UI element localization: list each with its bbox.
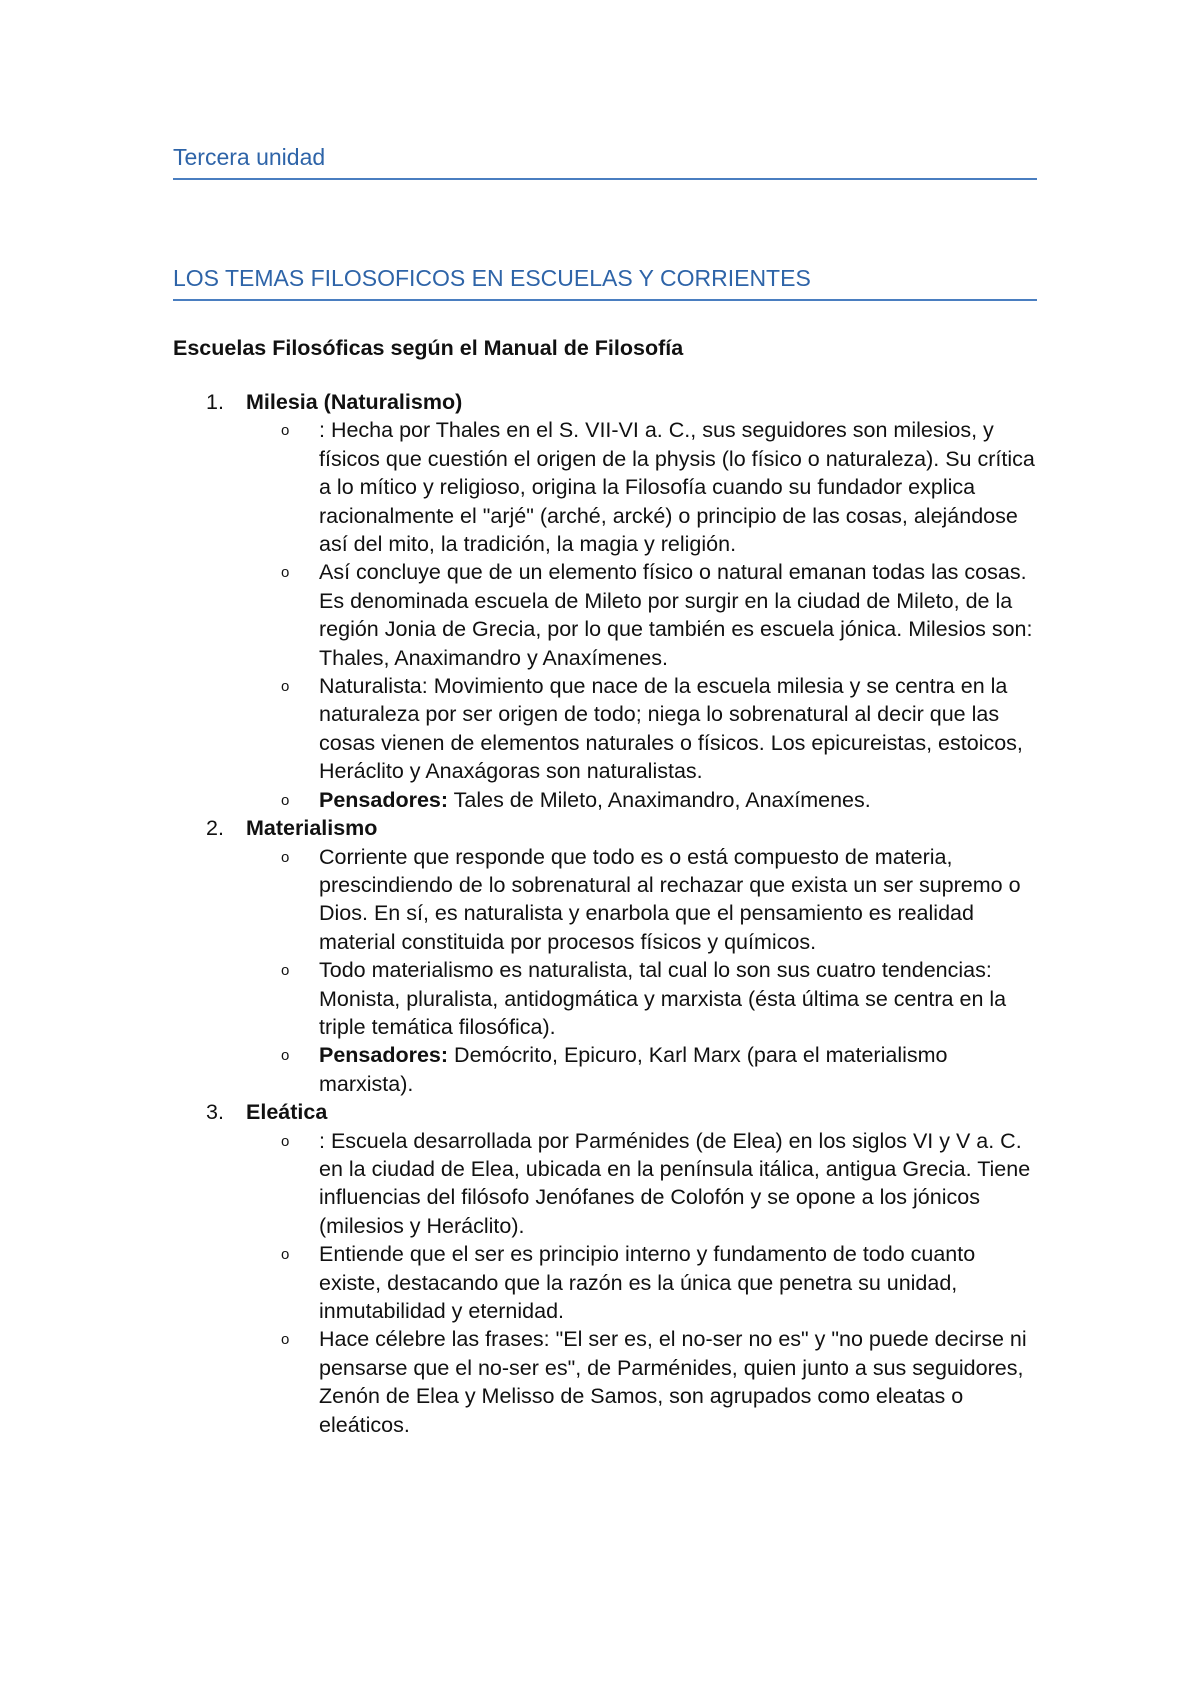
point-text: Así concluye que de un elemento físico o natural emanan todas las cosas. Es denominada escuela de Mileto por surgir en la ciudad de Mileto, de la región Jonia de Grecia, por lo que también es escuela jónica. Milesios son: Thales, Anaximandro y Anaxímenes. <box>319 560 1033 670</box>
circle-bullet-icon: o <box>281 1047 290 1065</box>
unit-heading: Tercera unidad <box>173 144 1037 180</box>
list-item <box>173 1325 1037 1439</box>
school-number: 1. <box>206 390 224 414</box>
school-points <box>173 1127 1037 1439</box>
list-item-thinkers <box>173 786 1037 814</box>
circle-bullet-icon: o <box>281 1132 290 1150</box>
list-item <box>173 558 1037 672</box>
thinkers-label: Pensadores: <box>319 787 449 812</box>
thinkers-label: Pensadores: <box>319 1043 449 1068</box>
circle-bullet-icon: o <box>281 962 290 980</box>
list-item <box>173 956 1037 1041</box>
school-title: Eleática <box>246 1100 328 1125</box>
circle-bullet-icon: o <box>281 1246 290 1264</box>
list-item <box>173 672 1037 786</box>
school-number: 2. <box>206 816 224 841</box>
school-item-materialismo <box>173 814 1037 1098</box>
point-text: Hace célebre las frases: "El ser es, el no-ser no es" y "no puede decirse ni pensarse que el no-ser es", de Parménides, quien junto a sus seguidores, Zenón de Elea y Melisso de Samos, son agrupados como eleatas o eleáticos. <box>319 1327 1027 1437</box>
point-text: Naturalista: Movimiento que nace de la escuela milesia y se centra en la naturaleza por ser origen de todo; niega lo sobrenatural al decir que las cosas vienen de elementos naturales o físicos. Los epicureistas, estoicos, Heráclito y Anaxágoras son naturalistas. <box>319 674 1023 784</box>
point-text: : Hecha por Thales en el S. VII-VI a. C., sus seguidores son milesios, y físicos que cuestión el origen de la physis (lo físico o naturaleza). Su crítica a lo mítico y religioso, origina la Filosofía cuando su fundador explica racionalmente el "arjé" (arché, arcké) o principio de las cosas, alejándose así del mito, la tradición, la magia y religión. <box>319 418 1035 557</box>
circle-bullet-icon: o <box>281 848 290 866</box>
circle-bullet-icon: o <box>281 564 290 582</box>
school-title: Materialismo <box>246 816 378 841</box>
school-item-eleatica <box>173 1098 1037 1439</box>
list-item <box>173 416 1037 558</box>
circle-bullet-icon: o <box>281 678 290 696</box>
point-text: Corriente que responde que todo es o está compuesto de materia, prescindiendo de lo sobrenatural al rechazar que exista un ser supremo o Dios. En sí, es naturalista y enarbola que el pensamiento es realidad material constituida por procesos físicos y químicos. <box>319 844 1021 954</box>
schools-subheading: Escuelas Filosóficas según el Manual de Filosofía <box>173 336 684 360</box>
school-points <box>173 843 1037 1099</box>
school-item-milesia <box>173 388 1037 814</box>
list-item <box>173 843 1037 957</box>
point-text: Todo materialismo es naturalista, tal cual lo son sus cuatro tendencias: Monista, pluralista, antidogmática y marxista (ésta última se centra en la triple temática filosófica). <box>319 958 1007 1039</box>
main-heading: LOS TEMAS FILOSOFICOS EN ESCUELAS Y CORRIENTES <box>173 265 1037 301</box>
school-title: Milesia (Naturalismo) <box>246 390 463 414</box>
point-text: Entiende que el ser es principio interno y fundamento de todo cuanto existe, destacando que la razón es la única que penetra su unidad, inmutabilidad y eternidad. <box>319 1242 976 1323</box>
list-item <box>173 1127 1037 1241</box>
list-item <box>173 1240 1037 1325</box>
school-points <box>173 416 1037 814</box>
schools-list <box>173 388 1037 1439</box>
thinkers-text: Tales de Mileto, Anaximandro, Anaxímenes. <box>448 787 871 812</box>
circle-bullet-icon: o <box>281 791 290 809</box>
circle-bullet-icon: o <box>281 1331 290 1349</box>
thinkers-text: Demócrito, Epicuro, Karl Marx (para el materialismo marxista). <box>319 1043 948 1096</box>
list-item-thinkers <box>173 1041 1037 1098</box>
point-text: : Escuela desarrollada por Parménides (de Elea) en los siglos VI y V a. C. en la ciudad de Elea, ubicada en la península itálica, antigua Grecia. Tiene influencias del filósofo Jenófanes de Colofón y se opone a los jónicos (milesios y Heráclito). <box>319 1128 1031 1238</box>
circle-bullet-icon: o <box>281 422 290 440</box>
school-number: 3. <box>206 1100 224 1125</box>
